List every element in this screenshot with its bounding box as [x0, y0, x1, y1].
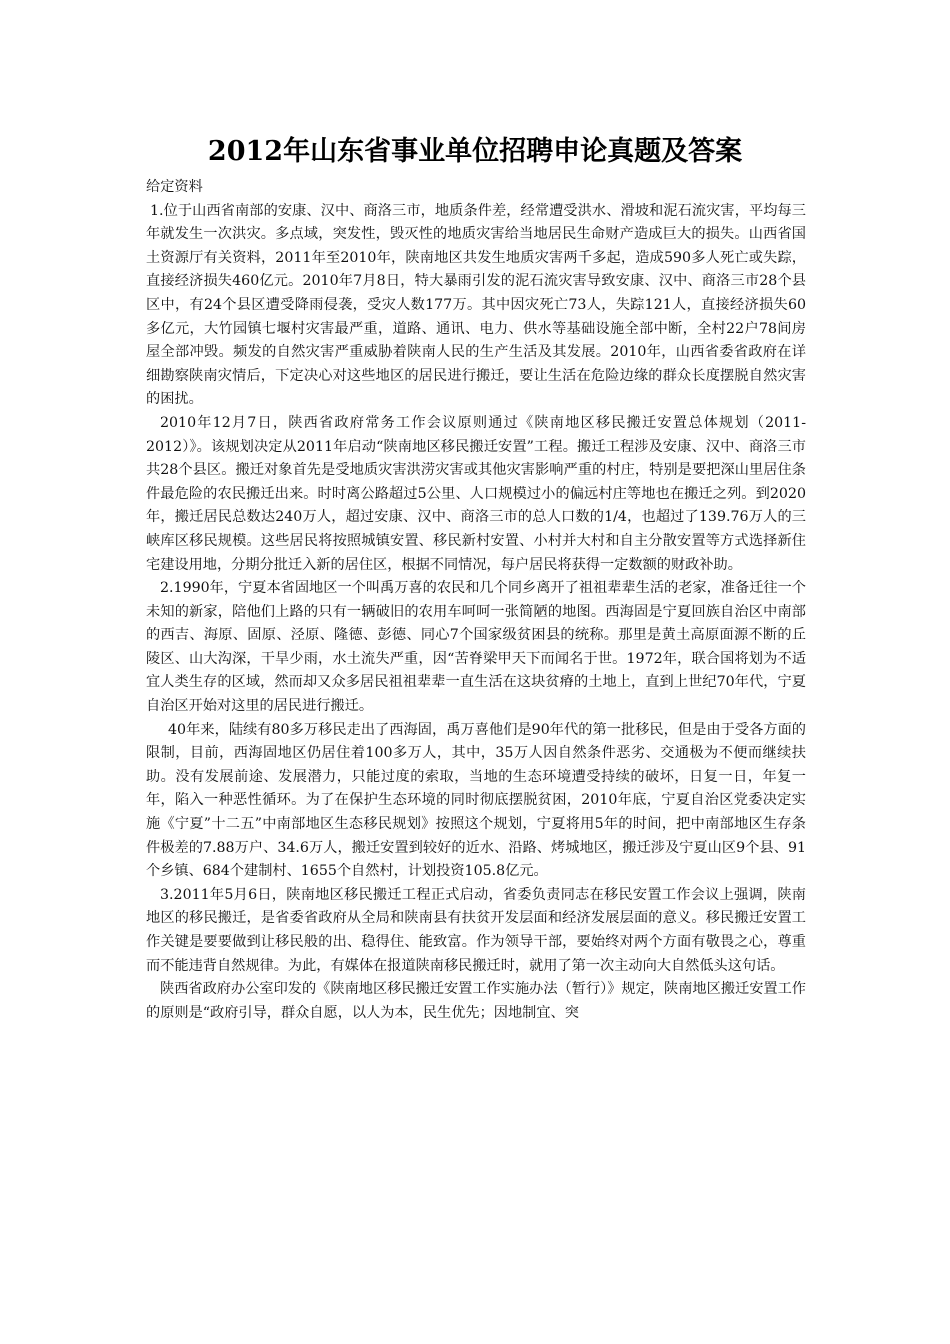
paragraph-3: 2.1990年，宁夏本省固地区一个叫禹万喜的农民和几个同乡离开了祖祖辈辈生活的老家，准备迁往一个未知的新家，陪他们上路的只有一辆破旧的农用车呵呵一张简陋的地图。西海固是宁夏回族自治区中南部的西吉、海原、固原、泾原、隆德、彭德、同心7个国家级贫困县的统称。那里是黄土高原面源不断的丘陵区、山大沟深，干旱少雨，水土流失严重，因“苦脊梁甲天下而闻名于世。1972年，联合国将划为不适宜人类生存的区域，然而却又众多居民祖祖辈辈一直生活在这块贫瘠的土地上，直到上世纪70年代，宁夏自治区开始对这里的居民进行搬迁。: [146, 580, 806, 715]
document-title: 2012年山东省事业单位招聘申论真题及答案: [207, 136, 743, 167]
paragraph-1: 1.位于山西省南部的安康、汉中、商洛三市，地质条件差，经常遭受洪水、滑坡和泥石流灾害，平均每三年就发生一次洪灾。多点域，突发性，毁灭性的地质灾害给当地居民生命财产造成巨大的损失。山西省国土资源厅有关资料，2011年至2010年，陕南地区共发生地质灾害两千多起，造成590多人死亡或失踪，直接经济损失460亿元。2010年7月8日，特大暴雨引发的泥石流灾害导致安康、汉中、商洛三市28个县区中，有24个县区遭受降雨侵袭，受灾人数177万。其中因灾死亡73人，失踪121人，直接经济损失60多亿元，大竹园镇七堰村灾害最严重，道路、通讯、电力、供水等基础设施全部中断，全村22户78间房屋全部冲毁。频发的自然灾害严重威胁着陕南人民的生产生活及其发展。2010年，山西省委省政府在详细勘察陕南灾情后，下定决心对这些地区的居民进行搬迁，要让生活在危险边缘的群众长度摆脱自然灾害的困扰。: [146, 202, 806, 408]
paragraph-5: 3.2011年5月6日，陕南地区移民搬迁工程正式启动，省委负责同志在移民安置工作会议上强调，陕南地区的移民搬迁，是省委省政府从全局和陕南县有扶贫开发层面和经济发展层面的意义。移民搬迁安置工作关键是要要做到让移民般的出、稳得住、能致富。作为领导干部，要始终对两个方面有敬畏之心，尊重而不能违背自然规律。为此，有媒体在报道陕南移民搬迁时，就用了第一次主动向大自然低头这句话。: [146, 886, 806, 974]
document-body: [146, 176, 806, 1025]
paragraph-6: 陕西省政府办公室印发的《陕南地区移民搬迁安置工作实施办法（暂行）》规定，陕南地区搬迁安置工作的原则是“政府引导，群众自愿，以人为本，民生优先；因地制宜、突: [146, 981, 806, 1021]
paragraph-4: 40年来，陆续有80多万移民走出了西海固，禹万喜他们是90年代的第一批移民，但是由于受各方面的限制，目前，西海固地区仍居住着100多万人，其中，35万人因自然条件恶劣、交通极为不便而继续扶助。没有发展前途、发展潜力，只能过度的索取，当地的生态环境遭受持续的破坏，日复一日，年复一年，陷入一种恶性循环。为了在保护生态环境的同时彻底摆脱贫困，2010年底，宁夏自治区党委决定实施《宁夏”十二五”中南部地区生态移民规划》按照这个规划，宁夏将用5年的时间，把中南部地区生存条件极差的7.88万户、34.6万人，搬迁安置到较好的近水、沿路、烤城地区，搬迁涉及宁夏山区9个县、91个乡镇、684个建制村、1655个自然村，计划投资105.8亿元。: [146, 721, 806, 880]
paragraph-2: 2010年12月7日，陕西省政府常务工作会议原则通过《陕南地区移民搬迁安置总体规划（2011-2012）》。该规划决定从2011年启动“陕南地区移民搬迁安置”工程。搬迁工程涉及安康、汉中、商洛三市共28个县区。搬迁对象首先是受地质灾害洪涝灾害或其他灾害影响严重的村庄，特别是要把深山里居住条件最危险的农民搬迁出来。时时离公路超过5公里、人口规模过小的偏远村庄等地也在搬迁之列。到2020年，搬迁居民总数达240万人，超过安康、汉中、商洛三市的总人口数的1/4，也超过了139.76万人的三峡库区移民规模。这些居民将按照城镇安置、移民新村安置、小村并大村和自主分散安置等方式选择新住宅建设用地，分期分批迁入新的居住区，根据不同情况，每户居民将获得一定数额的财政补助。: [146, 414, 806, 573]
section-label: 给定资料: [146, 179, 203, 195]
